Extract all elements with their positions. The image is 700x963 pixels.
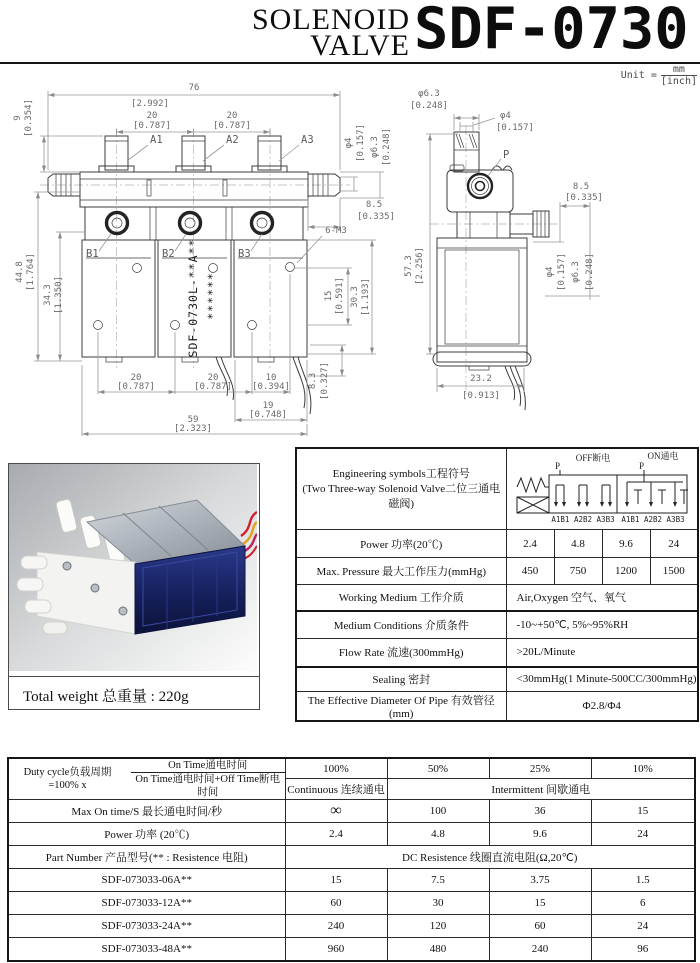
spec-symbols-label: Engineering symbols工程符号 (Two Three-way Solenoid Valve二位三通电磁阀) bbox=[296, 448, 506, 530]
dim-front-total-width-in: [2.992] bbox=[131, 99, 169, 109]
dim-side-top-d63: φ6.3 bbox=[418, 89, 440, 99]
dim-front-pitch-a-in: [0.787] bbox=[133, 121, 171, 131]
front-stars-text: ****** bbox=[205, 272, 219, 320]
product-photo-box bbox=[8, 463, 260, 710]
title-line1: SOLENOID bbox=[252, 3, 410, 36]
product-photo bbox=[9, 464, 257, 671]
spec-row-medium: Working Medium 工作介质 Air,Oxygen 空气、氧气 bbox=[296, 585, 698, 611]
dim-front-body-height: 44.8 bbox=[15, 261, 25, 283]
dim-side-barb-len: 8.5 bbox=[572, 182, 590, 192]
label-port-b1: B1 bbox=[86, 248, 99, 260]
dim-front-barb-d4-in: [0.157] bbox=[356, 124, 366, 162]
dim-front-bot-p3: 10 bbox=[265, 373, 277, 383]
duty-label: Duty cycle负载周期=100% x bbox=[23, 767, 112, 791]
dim-front-thread: 6-M3 bbox=[325, 226, 347, 236]
dim-front-right-h2: 30.3 bbox=[350, 286, 360, 308]
dim-front-pitch-b-in: [0.787] bbox=[213, 121, 251, 131]
symbol-on-label: ON通电 bbox=[647, 451, 679, 461]
spec-label: Power 功率(20℃) bbox=[296, 530, 506, 558]
spec-label: Max. Pressure 最大工作压力(mmHg) bbox=[296, 558, 506, 585]
symbol-p-on: P bbox=[638, 461, 644, 471]
side-view-body bbox=[433, 132, 549, 410]
duty-col-100: 100% bbox=[285, 758, 387, 779]
dim-front-bot-p2-in: [0.787] bbox=[194, 382, 232, 392]
symbol-ports-off: A1B1 A2B2 A3B3 bbox=[551, 515, 615, 524]
symbol-off-label: OFF断电 bbox=[575, 453, 611, 463]
spec-row-power: Power 功率(20℃) 2.4 4.8 9.6 24 bbox=[296, 530, 698, 558]
unit-fraction: $\frac{mm}{\text{[inch]}}$ bbox=[660, 64, 697, 87]
title-line2: VALVE bbox=[309, 29, 410, 62]
dim-front-w19: 19 bbox=[262, 401, 274, 411]
duty-col-50: 50% bbox=[387, 758, 489, 779]
duty-row-12a: SDF-073033-12A** 60 30 15 6 bbox=[8, 892, 695, 915]
dim-front-port-height-in: [0.354] bbox=[24, 99, 34, 137]
dim-side-right-d4-in: [0.157] bbox=[557, 253, 567, 291]
dim-front-barb-len-in: [0.335] bbox=[357, 212, 395, 222]
dim-side-top-d4: φ4 bbox=[500, 111, 511, 121]
dim-front-bot-p3-in: [0.394] bbox=[252, 382, 290, 392]
valve-symbol-cell bbox=[506, 448, 698, 530]
symbol-p-off: P bbox=[554, 461, 560, 471]
dim-side-height-in: [2.256] bbox=[415, 247, 425, 285]
spec-row-symbols bbox=[296, 448, 698, 530]
spec-row-sealing: Sealing 密封 <30mmHg(1 Minute-500CC/300mmHg) bbox=[296, 667, 698, 692]
duty-col-10: 10% bbox=[591, 758, 695, 779]
dim-side-barb-len-in: [0.335] bbox=[565, 193, 603, 203]
dim-front-body-height-in: [1.764] bbox=[26, 253, 36, 291]
dim-front-w59-in: [2.323] bbox=[174, 424, 212, 434]
dim-front-bot-h-in: [0.327] bbox=[320, 362, 330, 400]
duty-row-06a: SDF-073033-06A** 15 7.5 3.75 1.5 bbox=[8, 869, 695, 892]
spec-label: Flow Rate 流速(300mmHg) bbox=[296, 639, 506, 667]
duty-fraction: On Time通电时间 On Time通电时间+Off Time断电时间 bbox=[131, 759, 285, 799]
duty-row-partnumber: Part Number 产品型号(** : Resistence 电阻) DC Resistence 线圈直流电阻(Ω,20℃) bbox=[8, 846, 695, 869]
dim-side-right-d63: φ6.3 bbox=[571, 261, 581, 283]
dim-front-bot-p2: 20 bbox=[207, 373, 219, 383]
duty-formula-cell bbox=[8, 758, 285, 800]
valve-symbol-diagram bbox=[507, 449, 697, 526]
spec-row-pressure: Max. Pressure 最大工作压力(mmHg) 450 750 1200 1500 bbox=[296, 558, 698, 585]
dim-front-right-h1-in: [0.591] bbox=[335, 277, 345, 315]
label-port-a2: A2 bbox=[226, 134, 239, 146]
duty-header-row bbox=[8, 758, 695, 779]
dim-front-port-height: 9 bbox=[13, 115, 23, 121]
label-port-p: P bbox=[503, 149, 510, 161]
side-view-dimensions bbox=[426, 114, 600, 392]
dim-side-height: 57.3 bbox=[404, 255, 414, 277]
dim-side-top-d4-in: [0.157] bbox=[496, 123, 534, 133]
duty-row-maxon: Max On time/S 最长通电时间/秒 ∞ 100 36 15 bbox=[8, 800, 695, 823]
dim-front-height2-in: [1.350] bbox=[54, 276, 64, 314]
spec-table bbox=[295, 447, 699, 722]
dim-front-barb-len: 8.5 bbox=[365, 200, 383, 210]
label-port-b3: B3 bbox=[238, 248, 251, 260]
spec-label: Sealing 密封 bbox=[296, 667, 506, 692]
duty-cycle-table bbox=[7, 757, 696, 962]
spec-label: Working Medium 工作介质 bbox=[296, 585, 506, 611]
dim-front-bot-p1-in: [0.787] bbox=[117, 382, 155, 392]
dim-front-w59: 59 bbox=[187, 415, 199, 425]
dim-front-pitch-a: 20 bbox=[146, 111, 158, 121]
dim-front-w19-in: [0.748] bbox=[249, 410, 287, 420]
label-port-b2: B2 bbox=[162, 248, 175, 260]
duty-col-25: 25% bbox=[489, 758, 591, 779]
dim-side-width: 23.2 bbox=[470, 374, 492, 384]
dim-front-bot-p1: 20 bbox=[130, 373, 142, 383]
dim-side-right-d63-in: [0.248] bbox=[585, 253, 595, 291]
duty-continuous: Continuous 连续通电 bbox=[285, 779, 387, 800]
dim-front-right-h1: 15 bbox=[324, 290, 334, 302]
dim-front-bot-h: 8.3 bbox=[308, 372, 318, 390]
spec-label: Medium Conditions 介质条件 bbox=[296, 611, 506, 639]
total-weight-caption: Total weight 总重量 : 220g bbox=[9, 676, 259, 720]
dim-front-barb-d4: φ4 bbox=[344, 137, 354, 149]
duty-row-24a: SDF-073033-24A** 240 120 60 24 bbox=[8, 915, 695, 938]
front-model-text: SDF-0730L-**A** bbox=[186, 238, 200, 358]
engineering-drawing bbox=[0, 0, 700, 446]
dim-front-right-h2-in: [1.193] bbox=[361, 278, 371, 316]
duty-row-48a: SDF-073033-48A** 960 480 240 96 bbox=[8, 938, 695, 961]
symbol-ports-on: A1B1 A2B2 A3B3 bbox=[621, 515, 685, 524]
dim-front-barb-d63-in: [0.248] bbox=[382, 128, 392, 166]
dim-front-total-width: 76 bbox=[188, 83, 200, 93]
duty-intermittent: Intermittent 间歇通电 bbox=[387, 779, 695, 800]
dim-front-pitch-b: 20 bbox=[226, 111, 238, 121]
label-port-a3: A3 bbox=[301, 134, 314, 146]
unit-prefix: Unit = bbox=[620, 70, 657, 81]
spec-row-pipe: The Effective Diameter Of Pipe 有效管径(mm) Φ2.8/Φ4 bbox=[296, 692, 698, 722]
spec-row-conditions: Medium Conditions 介质条件 -10~+50℃, 5%~95%RH bbox=[296, 611, 698, 639]
duty-row-power: Power 功率 (20℃) 2.4 4.8 9.6 24 bbox=[8, 823, 695, 846]
spec-row-flow: Flow Rate 流速(300mmHg) >20L/Minute bbox=[296, 639, 698, 667]
label-port-a1: A1 bbox=[150, 134, 163, 146]
dim-side-width-in: [0.913] bbox=[462, 391, 500, 401]
dim-front-height2: 34.3 bbox=[43, 284, 53, 306]
dim-side-top-d63-in: [0.248] bbox=[410, 101, 448, 111]
dim-side-right-d4: φ4 bbox=[545, 266, 555, 278]
spec-label: The Effective Diameter Of Pipe 有效管径(mm) bbox=[296, 692, 506, 722]
dim-front-barb-d63: φ6.3 bbox=[370, 136, 380, 158]
model-number: SDF-0730 bbox=[414, 0, 689, 62]
